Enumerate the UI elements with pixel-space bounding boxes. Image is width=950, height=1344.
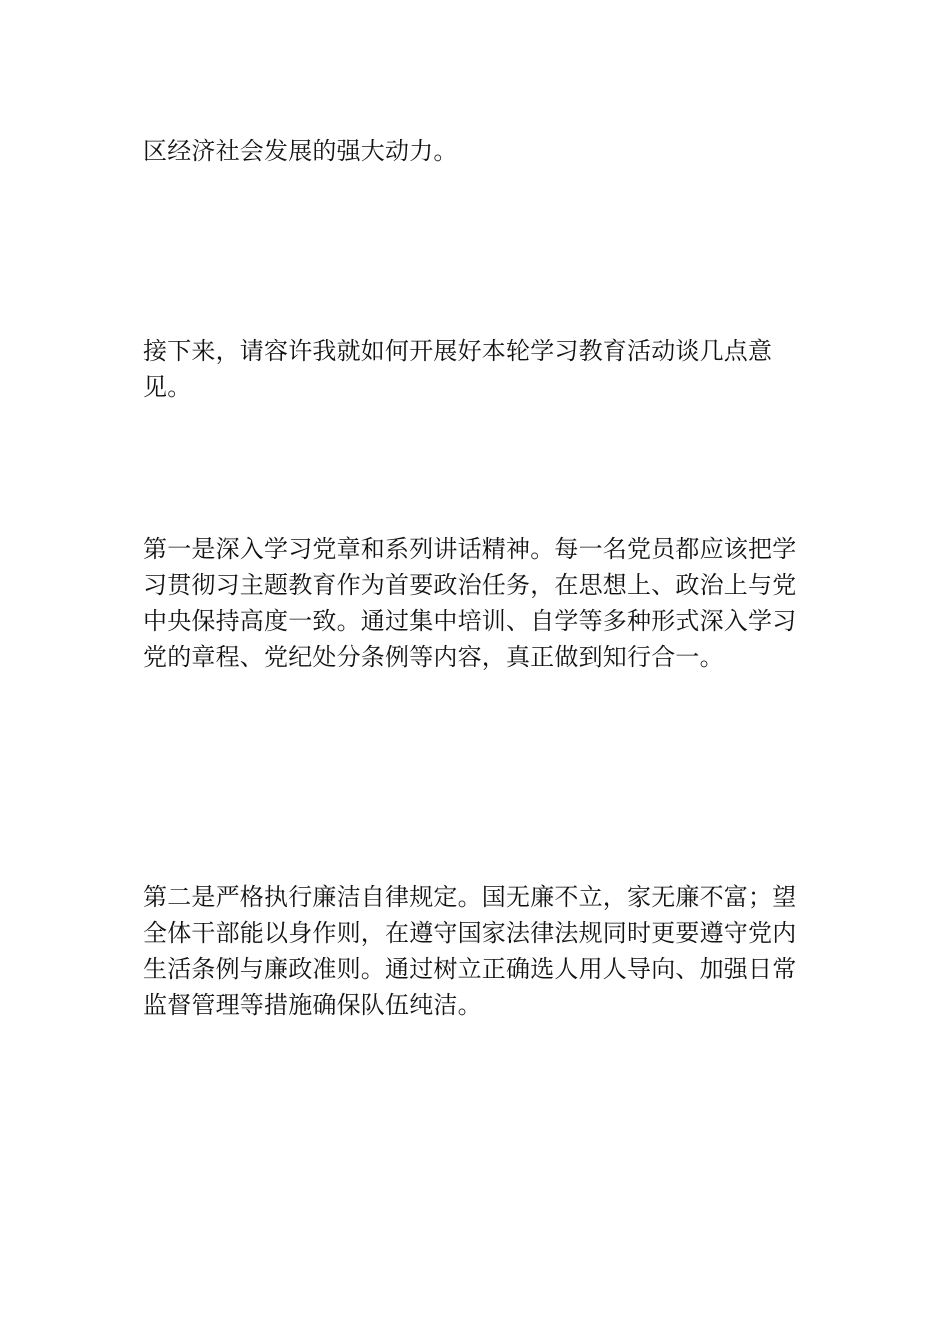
paragraph-point-one: 第一是深入学习党章和系列讲话精神。每一名党员都应该把学习贯彻习主题教育作为首要政治任务，在思想上、政治上与党中央保持高度一致。通过集中培训、自学等多种形式深入学习党的章程、党纪处分条例等内容，真正做到知行合一。 (143, 535, 797, 671)
paragraph-point-two: 第二是严格执行廉洁自律规定。国无廉不立，家无廉不富；望全体干部能以身作则，在遵守国家法律法规同时更要遵守党内生活条例与廉政准则。通过树立正确选人用人导向、加强日常监督管理等措施确保队伍纯洁。 (143, 883, 797, 1019)
paragraph-intro-opinions: 接下来，请容许我就如何开展好本轮学习教育活动谈几点意见。 (143, 337, 773, 401)
paragraph-conclusion: 区经济社会发展的强大动力。 (143, 137, 458, 165)
